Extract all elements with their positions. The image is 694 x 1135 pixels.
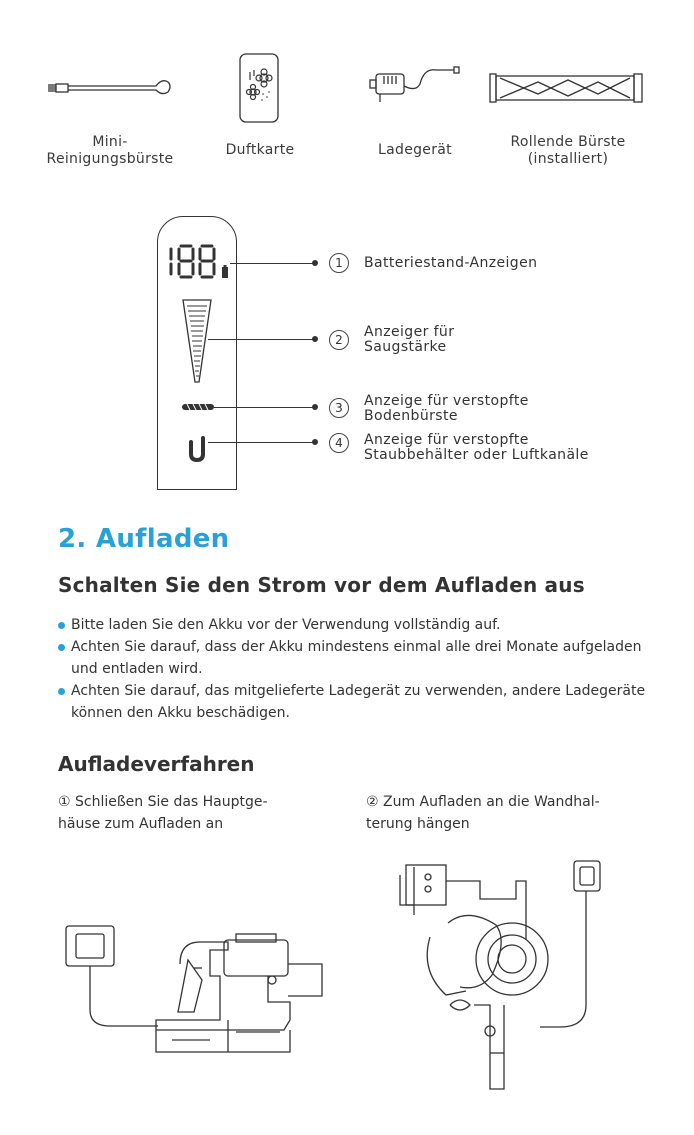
callout-line-3 — [214, 407, 315, 408]
accessory-label-mini-brush: Mini- Reinigungsbürste — [46, 134, 174, 167]
scent-card-icon — [238, 52, 280, 124]
brush-blockage-icon — [181, 401, 215, 413]
callout-number-1: 1 — [329, 253, 349, 273]
callout-number-2: 2 — [329, 330, 349, 350]
charger-icon — [366, 64, 462, 110]
section-subtitle: Schalten Sie den Strom vor dem Aufladen aus — [58, 573, 585, 597]
procedure-title: Aufladeverfahren — [58, 752, 255, 776]
charging-body-illustration — [60, 920, 330, 1060]
callout-text-1: Batteriestand-Anzeigen — [364, 255, 538, 271]
callout-number-3: 3 — [329, 398, 349, 418]
bullet-dot — [58, 622, 65, 629]
step-1-text: ① Schließen Sie das Hauptge- häuse zum Aufladen an — [58, 794, 268, 832]
callout-line-4 — [208, 442, 315, 443]
callout-line-1 — [230, 263, 315, 264]
callout-line-2 — [208, 339, 315, 340]
accessory-label-roller-brush: Rollende Bürste (installiert) — [510, 134, 626, 167]
callout-text-4: Anzeige für verstopfte Staubbehälter oder Luftkanäle — [364, 432, 589, 463]
callout-text-2: Anzeiger für Saugstärke — [364, 324, 455, 355]
callout-dot-2 — [312, 336, 318, 342]
list-item: Bitte laden Sie den Akku vor der Verwendung vollständig auf. — [58, 614, 658, 636]
charging-notes-list — [58, 614, 658, 724]
bullet-dot — [58, 688, 65, 695]
suction-level-meter — [181, 298, 213, 384]
roller-brush-icon — [488, 70, 650, 106]
mini-brush-icon — [44, 74, 174, 104]
section-title: 2. Aufladen — [58, 524, 230, 554]
airway-blockage-icon — [187, 436, 207, 464]
callout-text-3: Anzeige für verstopfte Bodenbürste — [364, 393, 529, 424]
callout-dot-1 — [312, 260, 318, 266]
accessory-label-scent-card: Duftkarte — [225, 142, 295, 158]
bullet-dot — [58, 644, 65, 651]
accessory-label-charger: Ladegerät — [378, 142, 452, 158]
step-2-text: ② Zum Aufladen an die Wandhal- terung hängen — [366, 794, 600, 832]
list-item: Achten Sie darauf, dass der Akku mindestens einmal alle drei Monate aufgeladen und entladen wird. — [58, 636, 658, 680]
battery-digits-display — [167, 243, 233, 281]
callout-dot-3 — [312, 404, 318, 410]
wall-mount-illustration — [390, 855, 610, 1090]
list-item: Achten Sie darauf, das mitgelieferte Ladegerät zu verwenden, andere Ladegeräte können den Akku beschädigen. — [58, 680, 658, 724]
callout-number-4: 4 — [329, 433, 349, 453]
callout-dot-4 — [312, 439, 318, 445]
